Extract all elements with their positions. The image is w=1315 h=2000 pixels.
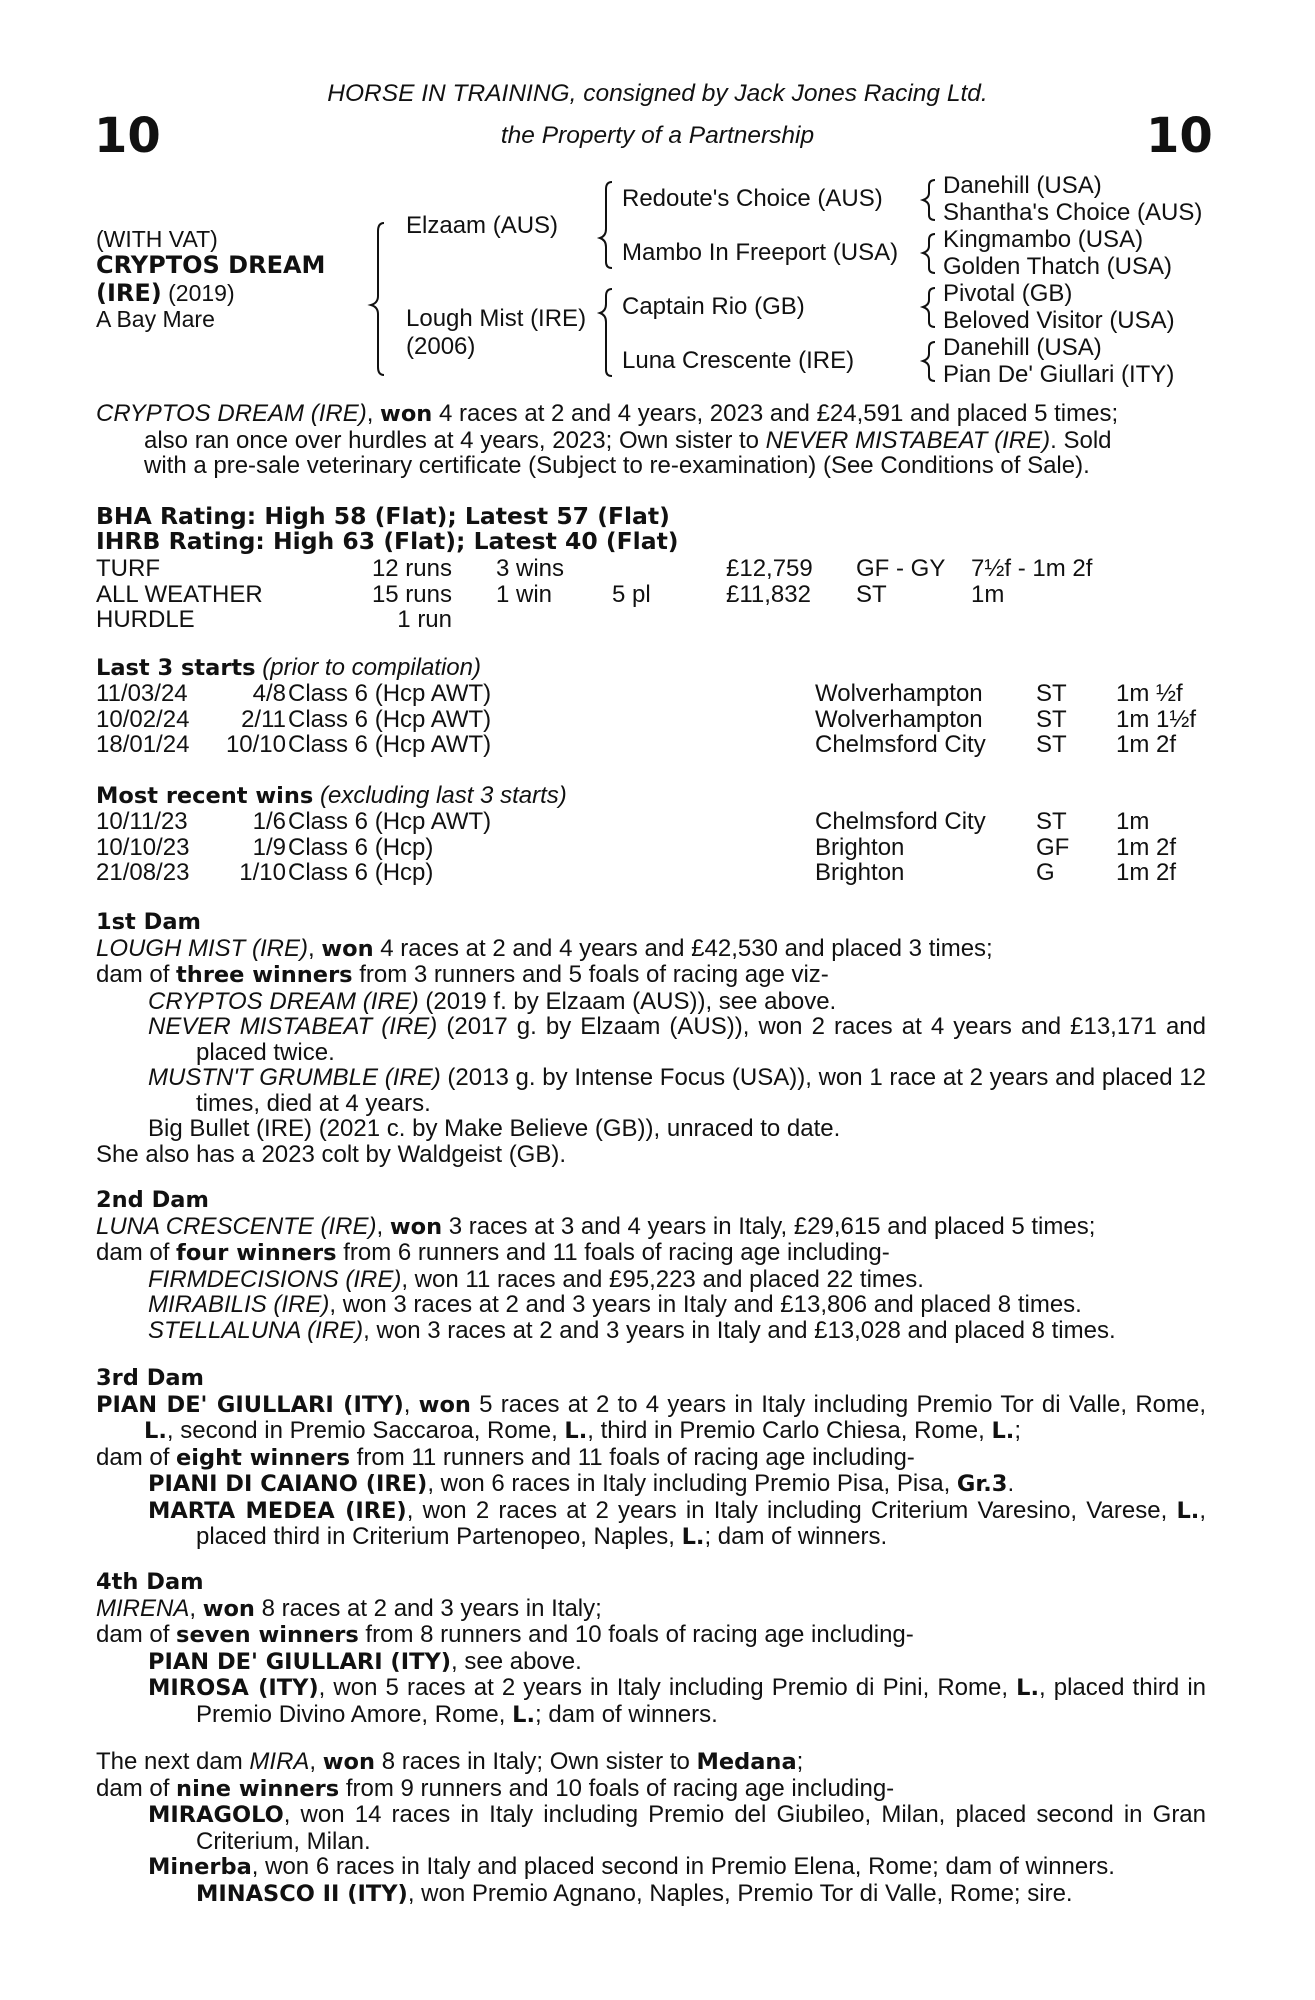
fourth-dam-section: 4th Dam MIRENA, won 8 races at 2 and 3 years in Italy; dam of seven winners from 8 runners and 10 foals of racing age including- PIAN DE' GIULLARI (ITY), see above. MIROSA (ITY), won 5 races at 2 years in Italy including Premio di Pini, Rome, L., placed third in Premio Divino Amore, Rome, L.; dam of winners. [96,1569,1207,1728]
last3-row-dist: 1m 2f [1116,731,1177,758]
last3-row-course: Chelmsford City [815,731,986,758]
record-row-wins: 1 win [496,580,553,608]
recent-win-row-going: ST [1036,808,1067,835]
bha-rating: BHA Rating: High 58 (Flat); Latest 57 (Flat) [96,502,670,530]
recent-win-row-dist: 1m 2f [1116,833,1177,861]
last3-row-class: Class 6 (Hcp AWT) [288,731,492,758]
second-dam-title: 2nd Dam [96,1187,209,1213]
horse-origin-year: (IRE) (2019) [96,279,235,307]
ancestor-5: Pivotal (GB) [943,280,1073,307]
recent-win-row-course: Brighton [815,833,905,861]
last3-row-going: ST [1036,705,1067,733]
recent-win-row-class: Class 6 (Hcp AWT) [288,808,492,835]
recent-win-row-dist: 1m [1116,808,1150,835]
last3-row-dist: 1m ½f [1116,680,1183,707]
last3-row [96,731,1206,757]
recent-win-row-pos: 1/9 [252,833,286,861]
horse-description: A Bay Mare [96,306,215,332]
record-row [96,555,1206,581]
record-row-dist: 1m [971,580,1005,608]
last3-row-course: Wolverhampton [815,705,983,733]
last3-row-pos: 2/11 [241,705,286,733]
record-row-runs: 15 runs [371,580,452,608]
recent-wins-heading: Most recent wins (excluding last 3 starts) [96,782,567,809]
sire-dam: Mambo In Freeport (USA) [622,239,899,266]
record-row-prize: £11,832 [726,580,811,608]
lot-number-left: 10 [94,108,161,164]
ancestor-6: Beloved Visitor (USA) [943,307,1175,334]
first-dam-title: 1st Dam [96,909,201,935]
recent-win-row-date: 10/10/23 [96,833,190,861]
dam-sire: Captain Rio (GB) [622,293,805,320]
last3-row-date: 10/02/24 [96,705,190,733]
record-row [96,581,1206,607]
third-dam-title: 3rd Dam [96,1365,204,1391]
recent-win-row-going: G [1036,859,1055,886]
dam-dam: Luna Crescente (IRE) [622,347,855,374]
recent-win-row-class: Class 6 (Hcp) [288,833,434,861]
ancestor-4: Golden Thatch (USA) [943,253,1172,280]
first-dam-section: 1st Dam LOUGH MIST (IRE), won 4 races at 2 and 4 years and £42,530 and placed 3 times; dam of three winners from 3 runners and 5 foals of racing age viz- CRYPTOS DREAM (IRE) (2019 f. by Elzaam (AUS)), see above. NEVER MISTABEAT (IRE) (2017 g. by Elzaam (AUS)), won 2 races at 4 years and £13,171 and placed twice. MUSTN'T GRUMBLE (IRE) (2013 g. by Intense Focus (USA)), won 1 race at 2 years and placed 12 times, died at 4 years. Big Bullet (IRE) (2021 c. by Make Believe (GB)), unraced to date. She also has a 2023 colt by Waldgeist (GB). [96,909,1206,1168]
recent-win-row-course: Chelmsford City [815,808,986,835]
recent-win-row-dist: 1m 2f [1116,859,1177,886]
last3-row-going: ST [1036,731,1067,758]
ancestor-7: Danehill (USA) [943,334,1102,361]
record-row-surface: ALL WEATHER [96,580,263,608]
last3-row [96,680,1206,706]
ancestor-8: Pian De' Giullari (ITY) [943,361,1175,388]
record-row-prize: £12,759 [726,555,813,582]
recent-win-row [96,859,1206,885]
header-line-2: the Property of a Partnership [500,122,815,149]
third-dam-section: 3rd Dam PIAN DE' GIULLARI (ITY), won 5 races at 2 to 4 years in Italy including Premio Tor di Valle, Rome, L., second in Premio Saccaroa, Rome, L., third in Premio Carlo Chiesa, Rome, L.; dam of eight winners from 11 runners and 11 foals of racing age including- PIANI DI CAIANO (IRE), won 6 races in Italy including Premio Pisa, Pisa, Gr.3. MARTA MEDEA (IRE), won 2 races at 2 years in Italy including Criterium Varesino, Varese, L., placed third in Criterium Partenopeo, Naples, L.; dam of winners. [96,1365,1207,1550]
second-dam-section: 2nd Dam LUNA CRESCENTE (IRE), won 3 races at 3 and 4 years in Italy, £29,615 and placed 5 times; dam of four winners from 6 runners and 11 foals of racing age including- FIRMDECISIONS (IRE), won 11 races and £95,223 and placed 22 times. MIRABILIS (IRE), won 3 races at 2 and 3 years in Italy and £13,806 and placed 8 times. STELLALUNA (IRE), won 3 races at 2 and 3 years in Italy and £13,028 and placed 8 times. [96,1188,1206,1343]
record-row-runs: 12 runs [371,555,452,582]
record-row-runs: 1 run [397,606,452,633]
last3-row-course: Wolverhampton [815,680,983,707]
last3-row-class: Class 6 (Hcp AWT) [288,705,492,733]
header-line-1: HORSE IN TRAINING, consigned by Jack Jones Racing Ltd. [327,80,988,107]
dam-year: (2006) [406,333,476,360]
sire-sire: Redoute's Choice (AUS) [622,185,883,212]
last3-row-dist: 1m 1½f [1116,705,1197,733]
record-row-wins: 3 wins [496,555,565,582]
last3-row-class: Class 6 (Hcp AWT) [288,680,492,707]
vat-note: (WITH VAT) [96,226,218,252]
record-row-going: ST [856,580,887,608]
ancestor-2: Shantha's Choice (AUS) [943,199,1203,226]
recent-win-row-course: Brighton [815,859,905,886]
record-row [96,606,1206,632]
record-row-going: GF - GY [856,555,946,582]
last3-row [96,706,1206,732]
last3-row-date: 18/01/24 [96,731,190,758]
recent-win-row-going: GF [1036,833,1070,861]
ihrb-rating: IHRB Rating: High 63 (Flat); Latest 40 (Flat) [96,527,679,555]
sire: Elzaam (AUS) [406,212,559,239]
dam: Lough Mist (IRE) [406,305,587,332]
recent-win-row-pos: 1/10 [239,859,286,886]
ancestor-3: Kingmambo (USA) [943,226,1144,253]
recent-win-row-class: Class 6 (Hcp) [288,859,434,886]
recent-win-row-pos: 1/6 [252,808,286,835]
summary-paragraph: CRYPTOS DREAM (IRE), won 4 races at 2 and 4 years, 2023 and £24,591 and placed 5 times; also ran once over hurdles at 4 years, 2023; Own sister to NEVER MISTABEAT (IRE). Sold with a pre-sale veterinary certificate (Subject to re-examination) (See Conditions of Sale). [96,400,1119,479]
recent-win-row-date: 10/11/23 [96,808,188,835]
ancestor-1: Danehill (USA) [943,172,1102,199]
horse-name: CRYPTOS DREAM [96,251,326,279]
lot-number-right: 10 [1146,108,1213,164]
recent-win-row-date: 21/08/23 [96,859,190,886]
last3-row-date: 11/03/24 [96,680,188,707]
record-row-surface: HURDLE [96,606,195,633]
next-dam-section: The next dam MIRA, won 8 races in Italy; Own sister to Medana; dam of nine winners from 9 runners and 10 foals of racing age including- MIRAGOLO, won 14 races in Italy including Premio del Giubileo, Milan, placed second in Gran Criterium, Milan. Minerba, won 6 races in Italy and placed second in Premio Elena, Rome; dam of winners. MINASCO II (ITY), won Premio Agnano, Naples, Premio Tor di Valle, Rome; sire. [96,1748,1206,1907]
record-row-dist: 7½f - 1m 2f [971,555,1093,582]
recent-win-row [96,808,1206,834]
record-row-placed: 5 pl [612,580,651,608]
last3-row-going: ST [1036,680,1067,707]
record-row-surface: TURF [96,555,160,582]
fourth-dam-title: 4th Dam [96,1569,204,1595]
last3-heading: Last 3 starts (prior to compilation) [96,654,481,681]
recent-win-row [96,834,1206,860]
last3-row-pos: 4/8 [252,680,286,707]
last3-row-pos: 10/10 [225,731,286,758]
